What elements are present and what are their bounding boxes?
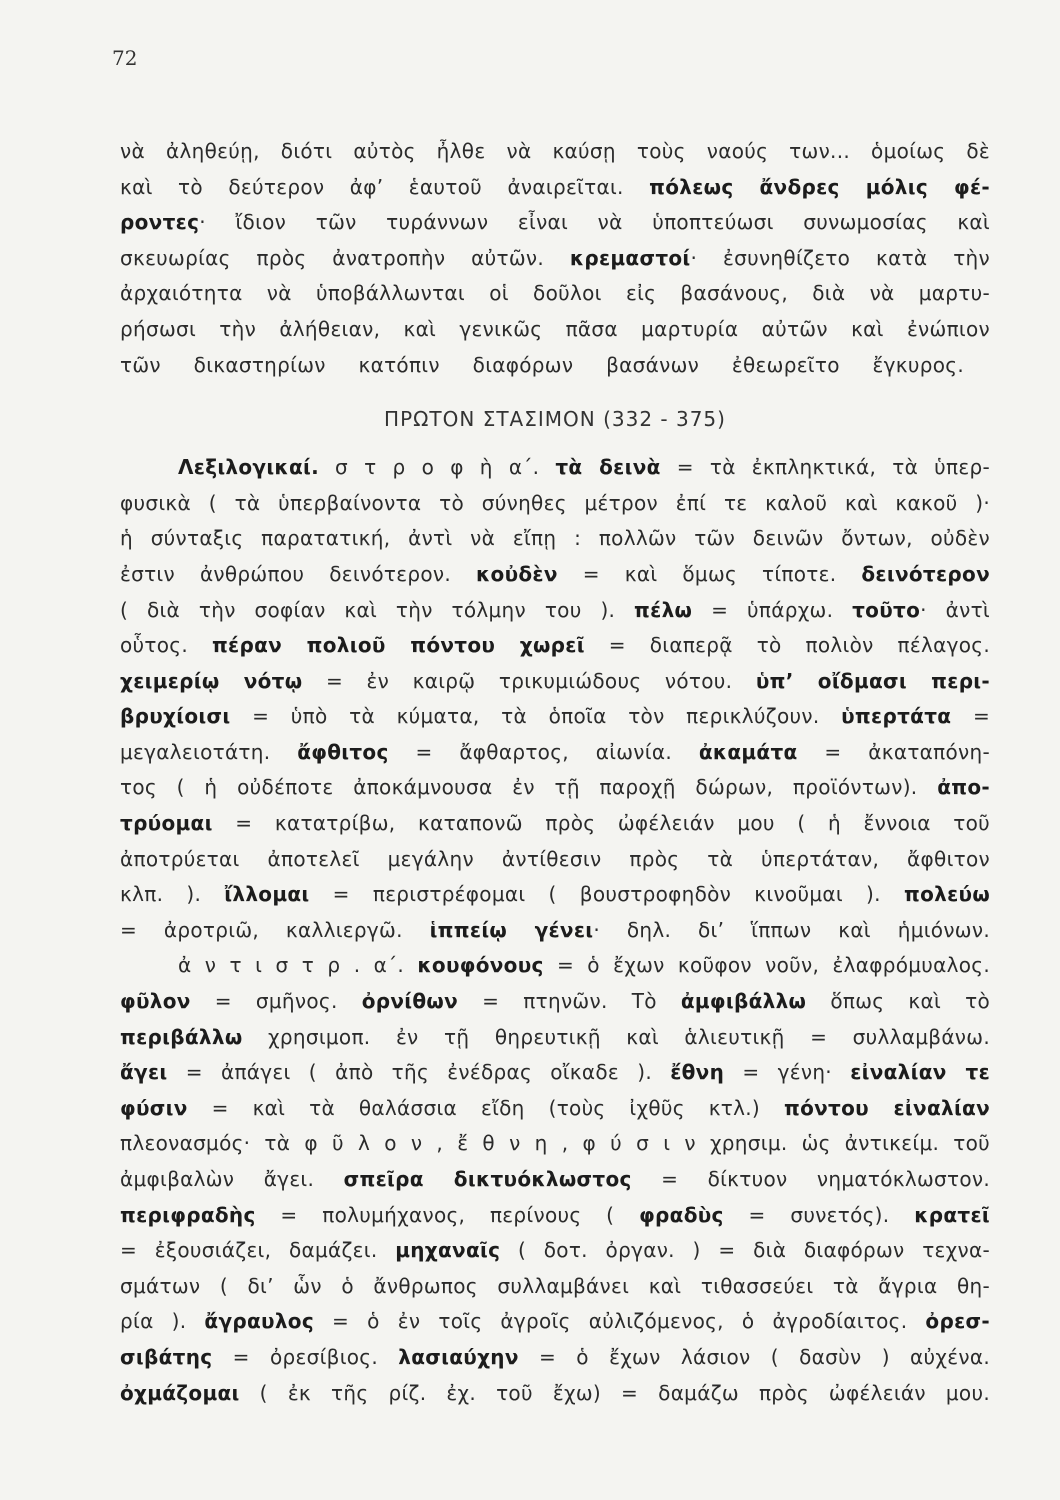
headword: κρατεῖ (914, 1202, 991, 1227)
gloss-text: πλεονασμός· τὰ φ ῦ λ ο ν , ἔ θ ν η , φ ύ σ ι ν χρησιμ. ὡς ἀντικείμ. τοῦ (120, 1131, 990, 1156)
page-text (120, 134, 990, 1411)
gloss-text: = ὁ ἔχων λάσιον ( δασὺν ) αὐχένα. (518, 1344, 990, 1369)
gloss-text: = ὁ ἔχων κοῦφον νοῦν, ἐλαφρόμυαλος. (543, 953, 990, 978)
headword: χειμερίῳ νότῳ (120, 668, 303, 693)
text-line (120, 1340, 990, 1376)
text-line (120, 1091, 990, 1127)
text-line (120, 1198, 990, 1234)
text-line (120, 593, 990, 629)
headword: φραδὺς (639, 1202, 724, 1227)
gloss-text: = ἐν καιρῷ τρικυμιώδους νότου. (302, 668, 756, 693)
headword: ὀχμάζομαι (120, 1380, 240, 1405)
gloss-text: = διαπερᾷ τὸ πολιὸν πέλαγος. (584, 633, 990, 658)
gloss-text: = ἀροτριῶ, καλλιεργῶ. (120, 917, 430, 942)
text-line (120, 1020, 990, 1056)
gloss-text: = ὑπὸ τὰ κύματα, τὰ ὁποῖα τὸν περικλύζουν. (230, 704, 842, 729)
text-line (120, 521, 990, 557)
gloss-text: ἀποτρύεται ἀποτελεῖ μεγάλην ἀντίθεσιν πρὸς τὰ ὑπερτάταν, ἄφθιτον (120, 846, 990, 871)
text-line (120, 348, 990, 384)
headword: ἄγει (120, 1060, 168, 1085)
text-line (120, 205, 990, 241)
headword: πολεύω (903, 882, 991, 907)
headword: περιφραδὴς (120, 1202, 256, 1227)
gloss-text: = πτηνῶν. Τὸ (458, 989, 681, 1014)
text-line (120, 1055, 990, 1091)
headword: λασιαύχην (398, 1344, 519, 1369)
text-line (120, 770, 990, 806)
headword: τρύομαι (120, 811, 213, 836)
gloss-text: τος ( ἡ οὐδέποτε ἀποκάμνουσα ἐν τῇ παροχῇ δώρων, προϊόντων). (120, 775, 938, 800)
text-line (120, 170, 990, 206)
gloss-text: ρία ). (120, 1309, 205, 1334)
gloss-text: = ὀρεσίβιος. (212, 1344, 399, 1369)
gloss-text: = ὑπάρχω. (692, 597, 853, 622)
text-line (120, 664, 990, 700)
gloss-text: τῶν δικαστηρίων κατόπιν διαφόρων βασάνων ἐθεωρεῖτο ἔγκυρος. (120, 352, 964, 377)
gloss-text: ρήσωσι τὴν ἀλήθειαν, καὶ γενικῶς πᾶσα μαρτυρία αὐτῶν καὶ ἐνώπιον (120, 316, 990, 341)
gloss-text: ( ἐκ τῆς ρίζ. ἐχ. τοῦ ἔχω) = δαμάζω πρὸς ὠφέλειάν μου. (239, 1380, 990, 1405)
headword: πόλεως ἄνδρες μόλις φέ- (649, 174, 991, 199)
text-line (120, 948, 990, 984)
gloss-text: νὰ ἀληθεύῃ, διότι αὐτὸς ἦλθε νὰ καύσῃ τοὺς ναούς των... ὁμοίως δὲ (120, 139, 990, 163)
page-number: 72 (112, 46, 138, 70)
gloss-text: = ἀπάγει ( ἀπὸ τῆς ἐνέδρας οἴκαδε ). (167, 1060, 671, 1085)
text-line (120, 1126, 990, 1162)
glossary-paragraph (120, 450, 990, 1411)
headword: σιβάτης (120, 1344, 213, 1369)
gloss-text: = συνετός). (723, 1202, 915, 1227)
headword: σπεῖρα δικτυόκλωστος (343, 1167, 632, 1192)
gloss-text: = ἐξουσιάζει, δαμάζει. (120, 1238, 396, 1263)
text-line (120, 735, 990, 771)
gloss-text: σ τ ρ ο φ ὴ α΄. (318, 455, 556, 480)
text-line (120, 486, 990, 522)
text-line (120, 913, 990, 949)
text-line (120, 1304, 990, 1340)
headword: ἀκαμάτα (698, 739, 798, 764)
headword: ἀπο- (937, 775, 990, 800)
headword: δεινότερον (861, 561, 990, 586)
gloss-text: · ἴδιον τῶν τυράννων εἶναι νὰ ὑποπτεύωσι συνωμοσίας καὶ (199, 210, 990, 235)
gloss-text: · ἀντὶ (920, 597, 990, 622)
text-line (120, 1162, 990, 1198)
gloss-text: = (951, 704, 990, 729)
headword: πέλω (634, 597, 693, 622)
gloss-text: = κατατρίβω, καταπονῶ πρὸς ὠφέλειάν μου ( ἡ ἔννοια τοῦ (212, 811, 990, 836)
gloss-text: = σμῆνος. (190, 989, 362, 1014)
text-line (120, 557, 990, 593)
gloss-text: = περιστρέφομαι ( βουστροφηδὸν κινοῦμαι ). (309, 882, 904, 907)
intro-paragraph (120, 134, 990, 383)
headword: ὑπ’ οἴδμασι περι- (755, 668, 991, 693)
headword: Λεξιλογικαί. (178, 455, 319, 480)
headword: φύσιν (120, 1095, 188, 1120)
gloss-text: ἀρχαιότητα νὰ ὑποβάλλωνται οἱ δοῦλοι εἰς βασάνους, διὰ νὰ μαρτυ- (120, 281, 990, 306)
gloss-text: = ἄφθαρτος, αἰωνία. (388, 739, 699, 764)
headword: ὀρνίθων (361, 989, 459, 1014)
gloss-text: χρησιμοπ. ἐν τῇ θηρευτικῇ καὶ ἁλιευτικῇ = συλλαμβάνω. (242, 1024, 990, 1049)
gloss-text: · δηλ. δι’ ἵππων καὶ ἡμιόνων. (593, 917, 990, 942)
text-line (120, 806, 990, 842)
headword: ροντες (120, 210, 200, 235)
gloss-text: ( δοτ. ὀργαν. ) = διὰ διαφόρων τεχνα- (500, 1238, 990, 1263)
headword: τοῦτο (852, 597, 921, 622)
gloss-text: = καὶ τὰ θαλάσσια εἴδη (τοὺς ἰχθῦς κτλ.) (187, 1095, 784, 1120)
gloss-text: μεγαλειοτάτη. (120, 739, 298, 764)
text-line (120, 241, 990, 277)
gloss-text: φυσικὰ ( τὰ ὑπερβαίνοντα τὸ σύνηθες μέτρον ἐπί τε καλοῦ καὶ κακοῦ )· (120, 490, 990, 515)
gloss-text: ἀμφιβαλὼν ἄγει. (120, 1167, 344, 1192)
headword: ἀμφιβάλλω (680, 989, 807, 1014)
text-line (120, 276, 990, 312)
headword: ἴλλομαι (224, 882, 310, 907)
text-line (120, 1269, 990, 1305)
text-line (120, 450, 990, 486)
headword: ὑπερτάτα (841, 704, 952, 729)
headword: βρυχίοισι (120, 704, 231, 729)
headword: ἱππείῳ γένει (429, 917, 594, 942)
text-line (120, 1376, 990, 1412)
headword: εἰναλίαν τε (850, 1060, 990, 1085)
gloss-text: = δίκτυον νηματόκλωστον. (631, 1167, 991, 1192)
gloss-text: = τὰ ἐκπληκτικά, τὰ ὑπερ- (660, 455, 990, 480)
gloss-text: = ὁ ἐν τοῖς ἀγροῖς αὐλιζόμενος, ὁ ἀγροδίαιτος. (314, 1309, 926, 1334)
text-line (120, 842, 990, 878)
gloss-text: = ἀκαταπόνη- (797, 739, 990, 764)
gloss-text: ἀ ν τ ι σ τ ρ . α΄. (178, 953, 418, 978)
gloss-text: = καὶ ὅμως τίποτε. (557, 561, 862, 586)
gloss-text: κλπ. ). (120, 882, 225, 907)
gloss-text: σκευωρίας πρὸς ἀνατροπὴν αὐτῶν. (120, 245, 570, 270)
headword: φῦλον (120, 989, 191, 1014)
gloss-text: ( διὰ τὴν σοφίαν καὶ τὴν τόλμην του ). (120, 597, 635, 622)
headword: πέραν πολιοῦ πόντου χωρεῖ (211, 633, 585, 658)
headword: ἄφθιτος (297, 739, 389, 764)
headword: κρεμαστοί (569, 245, 691, 270)
headword: μηχαναῖς (395, 1238, 501, 1263)
text-line (120, 984, 990, 1020)
text-line (120, 877, 990, 913)
gloss-text: ἐστιν ἀνθρώπου δεινότερον. (120, 561, 477, 586)
text-line (120, 1233, 990, 1269)
gloss-text: = πολυμήχανος, περίνους ( (255, 1202, 640, 1227)
text-line (120, 312, 990, 348)
section-heading: ΠΡΩΤΟΝ ΣΤΑΣΙΜΟΝ (332 - 375) (384, 407, 726, 432)
text-line (120, 134, 990, 170)
headword: ἔθνη (670, 1060, 725, 1085)
gloss-text: οὗτος. (120, 633, 212, 658)
headword: περιβάλλω (120, 1024, 243, 1049)
gloss-text: ὅπως καὶ τὸ (806, 989, 990, 1014)
gloss-text: ἡ σύνταξις παρατατική, ἀντὶ νὰ εἴπῃ : πολλῶν τῶν δεινῶν ὄντων, οὐδὲν (120, 526, 990, 551)
headword: πόντου εἰναλίαν (783, 1095, 990, 1120)
gloss-text: · ἐσυνηθίζετο κατὰ τὴν (690, 245, 990, 270)
headword: κοὐδὲν (476, 561, 558, 586)
gloss-text: καὶ τὸ δεύτερον ἀφ’ ἑαυτοῦ ἀναιρεῖται. (120, 174, 650, 199)
text-line (120, 628, 990, 664)
gloss-text: σμάτων ( δι’ ὧν ὁ ἄνθρωπος συλλαμβάνει καὶ τιθασσεύει τὰ ἄγρια θη- (120, 1273, 990, 1298)
headword: κουφόνους (417, 953, 544, 978)
headword: ὀρεσ- (925, 1309, 990, 1334)
headword: ἄγραυλος (204, 1309, 314, 1334)
gloss-text: = γένη· (724, 1060, 851, 1085)
text-line (120, 699, 990, 735)
headword: τὰ δεινὰ (555, 455, 661, 480)
